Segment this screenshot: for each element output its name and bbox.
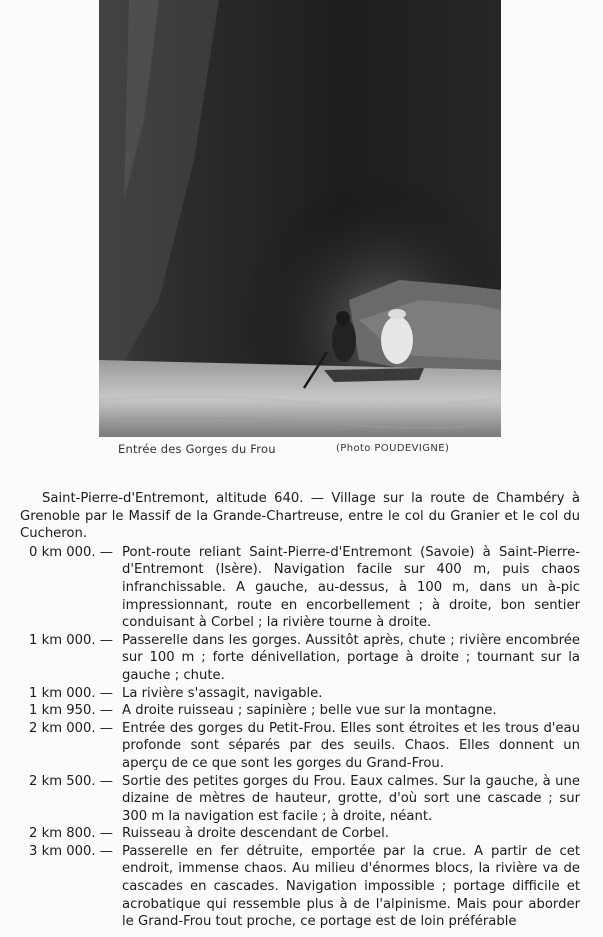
entry-text: Passerelle dans les gorges. Aussitôt après, chute ; rivière encombrée sur 100 m ; forte dénivellation, portage à droite ; tournant sur la gauche ; chute.: [122, 632, 580, 683]
entry-text: A droite ruisseau ; sapinière ; belle vue sur la montagne.: [122, 703, 497, 719]
entry-km: 0 km 000. —: [29, 544, 113, 560]
entry-km: 1 km 950. —: [29, 703, 113, 719]
entry-text: Sortie des petites gorges du Frou. Eaux calmes. Sur la gauche, à une dizaine de mètres de hauteur, grotte, d'où sort une cascade ; sur 300 m la navigation est facile ; à droite, néant.: [122, 773, 580, 824]
photo-caption-title: Entrée des Gorges du Frou: [118, 442, 276, 456]
entry-km: 2 km 000. —: [29, 720, 113, 736]
intro-paragraph: Saint-Pierre-d'Entremont, altitude 640. — Village sur la route de Chambéry à Grenoble par le Massif de la Grande-Chartreuse, entre le col du Granier et le col du Cucheron.: [20, 491, 580, 542]
entry-km: 1 km 000. —: [29, 685, 113, 701]
itinerary-entry: [20, 825, 580, 843]
entry-text: Passerelle en fer détruite, emportée par la crue. A partir de cet endroit, immense chaos. Au milieu d'énormes blocs, la rivière va de cascades en cascades. Navigation impossible ; portage difficile et acrobatique qui ressemble plus à de l'alpinisme. Mais pour aborder le Grand-Frou tout proche, ce portage est de loin préférable: [122, 843, 580, 930]
entry-km: 1 km 000. —: [29, 632, 113, 648]
entry-text: Ruisseau à droite descendant de Corbel.: [122, 826, 390, 842]
photo-credit: (Photo POUDEVIGNE): [336, 443, 450, 454]
itinerary-entry: [20, 702, 580, 720]
itinerary-entry: [20, 632, 580, 685]
itinerary-entry: [20, 773, 580, 826]
gorge-photo-image: [99, 0, 501, 437]
entry-text: Pont-route reliant Saint-Pierre-d'Entremont (Savoie) à Saint-Pierre-d'Entremont (Isère). Navigation facile sur 400 m, puis chaos infranchissable. A gauche, au-dessus, à 100 m, dans un à-pic impressionnant, route en encorbellement ; à droite, bon sentier conduisant à Corbel ; la rivière tourne à droite.: [122, 544, 580, 631]
entry-km: 2 km 800. —: [29, 826, 113, 842]
entry-km: 2 km 500. —: [29, 773, 113, 789]
entry-text: Entrée des gorges du Petit-Frou. Elles sont étroites et les trous d'eau profonde sont séparés par des seuils. Chaos. Elles donnent un aperçu de ce que sont les gorges du Grand-Frou.: [122, 720, 580, 771]
entry-text: La rivière s'assagit, navigable.: [122, 685, 323, 701]
itinerary-entry: [20, 544, 580, 632]
itinerary-entry: [20, 843, 580, 931]
itinerary-entry: [20, 685, 580, 703]
photo-caption: [118, 442, 498, 460]
entry-km: 3 km 000. —: [29, 843, 113, 859]
gorge-photo: [99, 0, 501, 437]
itinerary-text: [20, 490, 580, 931]
itinerary-entry: [20, 720, 580, 773]
